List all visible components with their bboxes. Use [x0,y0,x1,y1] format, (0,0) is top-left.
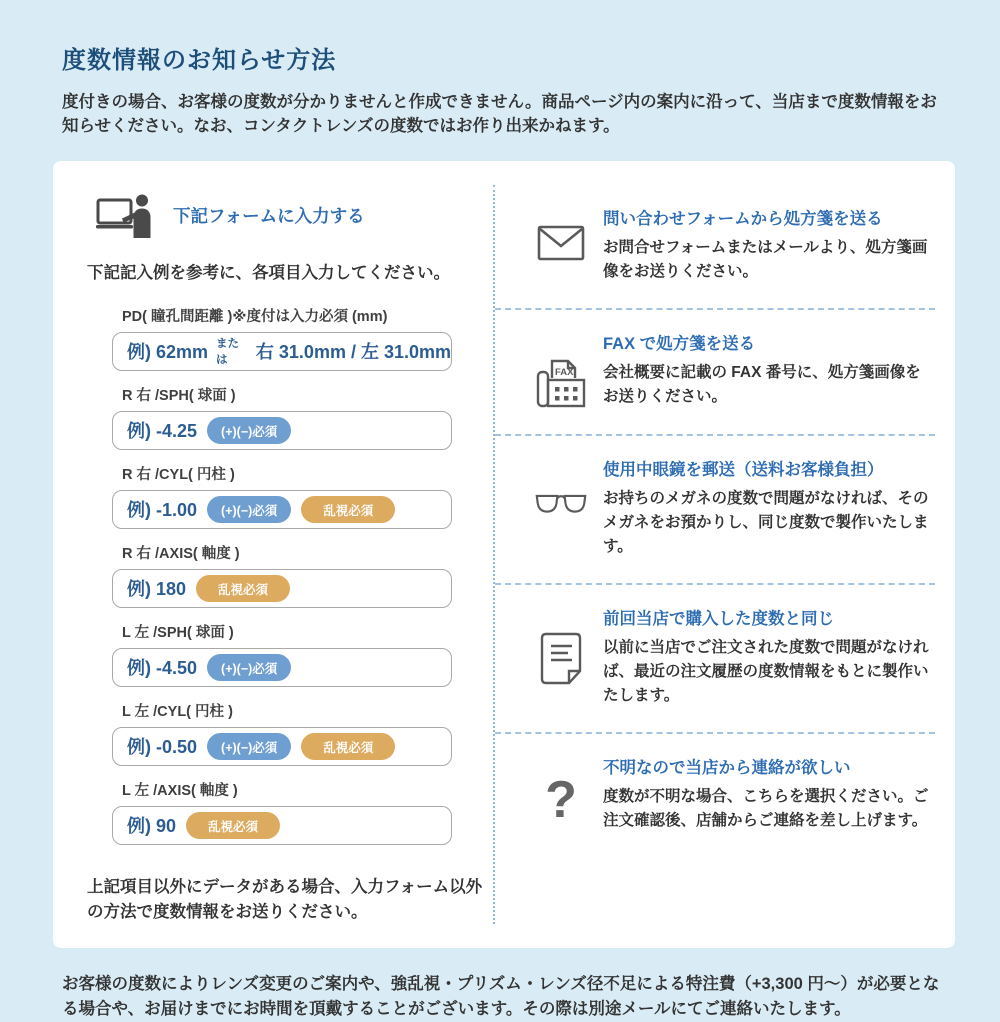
field-label: PD( 瞳孔間距離 )※度付は入力必須 (mm) [122,308,388,325]
example-box-l-sph: 例) -4.50 (+)(−)必須 [112,648,452,687]
method-title: 前回当店で購入した度数と同じ [603,609,834,628]
example-box-l-axis: 例) 90 乱視必須 [112,806,452,845]
field-r-axis [85,542,493,608]
field-label: L 左 /AXIS( 軸度 ) [122,782,238,799]
plus-minus-required-badge: (+)(−)必須 [207,417,291,444]
intro-text: 度付きの場合、お客様の度数が分かりませんと作成できません。商品ページ内の案内に沿って、当店まで度数情報をお知らせください。なお、コンタクトレンズの度数ではお作り出来かねます。 [62,93,937,135]
astigmatism-required-badge: 乱視必須 [186,812,280,839]
method-body: 以前に当店でご注文された度数で問題がなければ、最近の注文履歴の度数情報をもとに製作いたします。 [603,638,929,704]
plus-minus-required-badge: (+)(−)必須 [207,654,291,681]
form-heading: 下記フォームに入力する [173,206,365,227]
plus-minus-required-badge: (+)(−)必須 [207,496,291,523]
method-previous-order [495,585,935,734]
example-box-r-sph: 例) -4.25 (+)(−)必須 [112,411,452,450]
page-title: 度数情報のお知らせ方法 [62,47,337,74]
method-contact-me [495,734,935,857]
method-fax [495,310,935,436]
method-contact-form [495,185,935,310]
field-l-sph [85,621,493,687]
question-icon: ? [545,770,577,829]
method-title: 問い合わせフォームから処方箋を送る [603,209,883,228]
field-label: L 左 /SPH( 球面 ) [122,624,234,641]
joiner-text: または [216,338,240,367]
astigmatism-required-badge: 乱視必須 [196,575,290,602]
method-body: 度数が不明な場合、こちらを選択ください。ご注文確認後、店舗からご連絡を差し上げます。 [603,787,929,829]
form-column [53,185,493,925]
method-title: 不明なので当店から連絡が欲しい [603,758,851,777]
glasses-icon [535,456,587,559]
form-note: 上記項目以外にデータがある場合、入力フォーム以外の方法で度数情報をお送りください。 [87,877,483,921]
form-header [95,193,493,239]
field-pd [85,305,493,371]
field-label: R 右 /SPH( 球面 ) [122,387,236,404]
footer-note: お客様の度数によりレンズ変更のご案内や、強乱視・プリズム・レンズ径不足による特注費（+3,300 円〜）が必要となる場合や、お届けまでにお時間を頂戴することがございます。その際は別途メールにてご連絡いたします。 [62,975,940,1019]
person-at-computer-icon [95,193,153,239]
field-l-cyl [85,700,493,766]
field-label: R 右 /AXIS( 軸度 ) [122,545,240,562]
field-r-cyl [85,463,493,529]
field-label: L 左 /CYL( 円柱 ) [122,703,233,720]
svg-text:FAX: FAX [555,366,574,378]
mail-icon [535,205,587,284]
fax-icon [535,330,587,410]
methods-panel [53,161,955,949]
method-body: お持ちのメガネの度数で問題がなければ、そのメガネをお預かりし、同じ度数で製作いたします。 [603,489,929,555]
field-label: R 右 /CYL( 円柱 ) [122,466,235,483]
method-body: お問合せフォームまたはメールより、処方箋画像をお送りください。 [603,238,928,280]
alternative-methods-column [493,185,955,925]
example-box-r-cyl: 例) -1.00 (+)(−)必須 乱視必須 [112,490,452,529]
plus-minus-required-badge: (+)(−)必須 [207,733,291,760]
document-icon [535,605,587,708]
example-box-pd: 例) 62mm または 右 31.0mm / 左 31.0mm [112,332,452,371]
method-mail-glasses [495,436,935,585]
method-title: 使用中眼鏡を郵送（送料お客様負担） [603,460,884,479]
example-box-r-axis: 例) 180 乱視必須 [112,569,452,608]
example-box-l-cyl: 例) -0.50 (+)(−)必須 乱視必須 [112,727,452,766]
form-instruction: 下記記入例を参考に、各項目入力してください。 [87,263,450,282]
astigmatism-required-badge: 乱視必須 [301,496,395,523]
method-body: 会社概要に記載の FAX 番号に、処方箋画像をお送りください。 [603,363,921,405]
astigmatism-required-badge: 乱視必須 [301,733,395,760]
method-title: FAX で処方箋を送る [603,334,756,353]
field-l-axis [85,779,493,845]
field-r-sph [85,384,493,450]
